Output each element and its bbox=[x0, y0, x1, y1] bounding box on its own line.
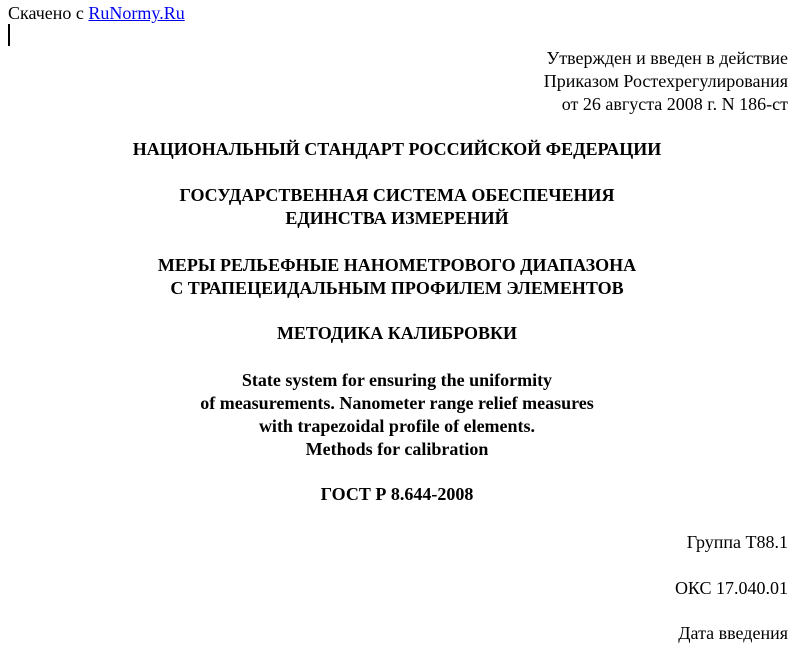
measures-heading-line-1: МЕРЫ РЕЛЬЕФНЫЕ НАНОМЕТРОВОГО ДИАПАЗОНА bbox=[157, 255, 637, 275]
oks-code: ОКС 17.040.01 bbox=[674, 578, 788, 598]
system-heading bbox=[0, 184, 794, 230]
intro-date-label: Дата введения bbox=[678, 623, 788, 643]
approval-line-3: от 26 августа 2008 г. N 186-ст bbox=[561, 94, 788, 114]
approval-line-2: Приказом Ростехрегулирования bbox=[543, 71, 788, 91]
gost-number bbox=[0, 483, 794, 506]
system-heading-line-1: ГОСУДАРСТВЕННАЯ СИСТЕМА ОБЕСПЕЧЕНИЯ bbox=[179, 185, 615, 205]
source-line bbox=[8, 2, 185, 25]
source-prefix: Скачено с bbox=[8, 3, 84, 23]
system-heading-line-2: ЕДИНСТВА ИЗМЕРЕНИЙ bbox=[285, 208, 509, 228]
english-title bbox=[0, 369, 794, 461]
method-heading-text: МЕТОДИКА КАЛИБРОВКИ bbox=[276, 323, 518, 343]
english-title-line-1: State system for ensuring the uniformity bbox=[241, 370, 553, 390]
english-title-line-4: Methods for calibration bbox=[305, 439, 489, 459]
approval-block bbox=[544, 47, 788, 116]
national-standard-heading bbox=[0, 138, 794, 161]
english-title-line-3: with trapezoidal profile of elements. bbox=[258, 416, 536, 436]
national-standard-text: НАЦИОНАЛЬНЫЙ СТАНДАРТ РОССИЙСКОЙ ФЕДЕРАЦИИ bbox=[132, 139, 662, 159]
text-cursor bbox=[8, 24, 10, 46]
group-code: Группа Т88.1 bbox=[686, 532, 788, 552]
approval-line-1: Утвержден и введен в действие bbox=[546, 48, 788, 68]
english-title-line-2: of measurements. Nanometer range relief measures bbox=[200, 393, 594, 413]
source-link[interactable]: RuNormy.Ru bbox=[88, 3, 185, 23]
gost-number-text: ГОСТ Р 8.644-2008 bbox=[320, 484, 474, 504]
measures-heading bbox=[0, 254, 794, 300]
method-heading bbox=[0, 322, 794, 345]
measures-heading-line-2: С ТРАПЕЦЕИДАЛЬНЫМ ПРОФИЛЕМ ЭЛЕМЕНТОВ bbox=[170, 278, 624, 298]
